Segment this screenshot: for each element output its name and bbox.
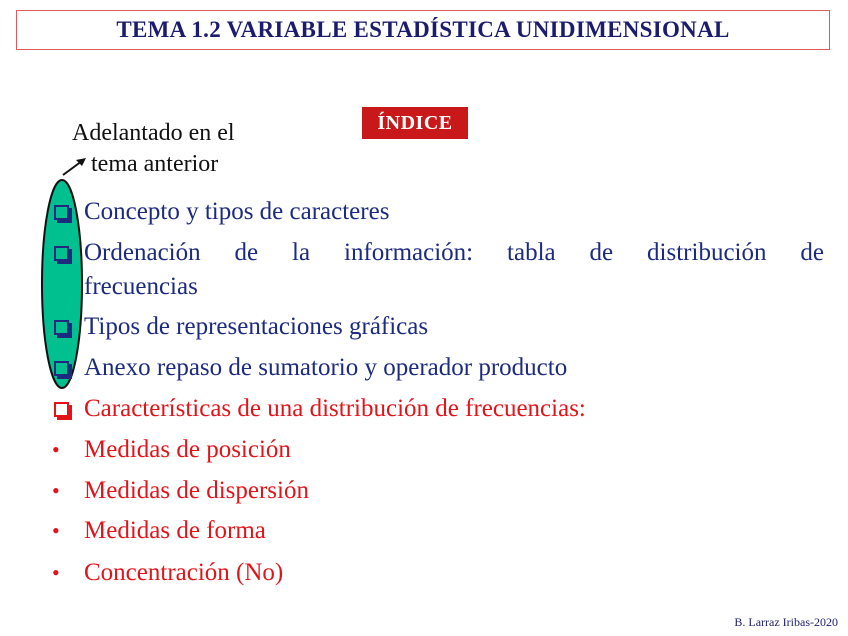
item-label-line-2: frecuencias xyxy=(84,273,198,300)
sub-list-item xyxy=(52,433,291,467)
item-label: Anexo repaso de sumatorio y operador producto xyxy=(84,354,568,381)
list-item xyxy=(52,351,567,385)
slide-title: TEMA 1.2 VARIABLE ESTADÍSTICA UNIDIMENSIONAL xyxy=(116,17,730,42)
index-badge: ÍNDICE xyxy=(362,107,468,139)
checkbox-bullet-icon xyxy=(54,361,69,376)
bullet-dot-icon: • xyxy=(52,560,60,585)
sub-list-item xyxy=(52,474,309,508)
bullet-dot-icon: • xyxy=(52,478,60,503)
subitem-label: Medidas de posición xyxy=(84,436,291,463)
sub-list-item xyxy=(52,556,283,590)
footer-credit: B. Larraz Iribas-2020 xyxy=(734,615,838,629)
checkbox-bullet-icon xyxy=(54,205,69,220)
subitem-label: Medidas de forma xyxy=(84,517,266,544)
item-label: Características de una distribución de frecuencias: xyxy=(84,395,586,422)
arrow-icon xyxy=(60,156,90,178)
subitem-label: Medidas de dispersión xyxy=(84,477,309,504)
subitem-label: Concentración (No) xyxy=(84,559,284,586)
list-item xyxy=(52,310,428,344)
item-label: Tipos de representaciones gráficas xyxy=(84,313,429,340)
checkbox-bullet-icon xyxy=(54,246,69,261)
checkbox-bullet-icon xyxy=(54,402,69,417)
bullet-dot-icon: • xyxy=(52,437,60,462)
bullet-dot-icon: • xyxy=(52,518,60,543)
list-item xyxy=(52,195,389,229)
sub-list-item xyxy=(52,514,266,548)
item-label: Concepto y tipos de caracteres xyxy=(84,198,390,225)
note-text xyxy=(72,118,235,180)
checkbox-bullet-icon xyxy=(54,320,69,335)
note-line-2: tema anterior xyxy=(91,151,219,177)
title-box xyxy=(16,10,830,50)
list-item xyxy=(52,236,824,304)
item-label-line-1: Ordenación de la información: tabla de distribución de xyxy=(84,239,824,266)
note-line-1: Adelantado en el xyxy=(72,120,235,146)
list-item xyxy=(52,392,586,426)
